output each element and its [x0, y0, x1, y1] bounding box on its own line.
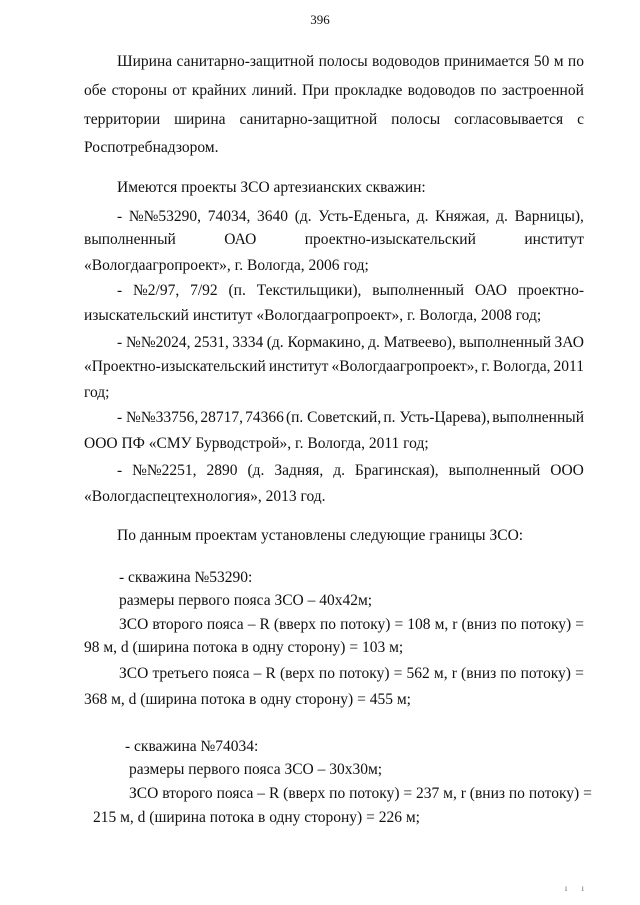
word: д.: [496, 208, 508, 225]
word: д.: [416, 208, 429, 225]
word: 108: [407, 616, 431, 633]
word: полосы: [391, 111, 441, 128]
word: п. Усть-Царева),: [383, 409, 491, 426]
word: -: [117, 208, 123, 225]
word: r: [452, 616, 458, 633]
word: институт: [524, 231, 584, 248]
well-line: [119, 664, 584, 684]
list-item-line: «Вологдаспецтехнология», 2013 год.: [84, 488, 326, 505]
well-line: 98 м, d (ширина потока в одну сторону) = 103 м;: [84, 639, 404, 656]
word: 2890: [206, 462, 238, 479]
word: =: [394, 616, 404, 633]
list-item-line: изыскательский институт «Вологдаагропроект», г. Вологда, 2008 год;: [84, 307, 542, 324]
list-item-line: [117, 207, 584, 227]
word: (вниз: [461, 616, 497, 633]
word: по: [320, 616, 337, 633]
word: Брагинская),: [354, 462, 439, 479]
word: второго: [152, 616, 203, 633]
word: 2531,: [193, 334, 229, 351]
well-heading: - скважина №74034:: [125, 738, 259, 755]
word: №№2251,: [132, 462, 197, 479]
word: д. Матвеево),: [368, 334, 456, 351]
word: обе: [84, 82, 107, 99]
corner-mark: ı ı: [564, 883, 590, 893]
word: -: [117, 462, 123, 479]
word: по: [329, 785, 346, 802]
word: ЗСО: [129, 785, 159, 802]
word: потоку): [520, 665, 571, 682]
word: принимается: [444, 53, 530, 70]
word: R: [268, 785, 280, 802]
word: выполненный: [459, 334, 552, 351]
word: (п. Советский,: [285, 409, 382, 426]
word: пояса: [212, 665, 250, 682]
word: по: [500, 616, 517, 633]
word: по: [480, 82, 497, 99]
well-line: размеры первого пояса ЗСО – 40х42м;: [119, 592, 373, 609]
word: м: [553, 53, 564, 70]
word: Задняя,: [274, 462, 324, 479]
list-item-line: [117, 333, 584, 353]
word: линий.: [251, 82, 297, 99]
word: ООО: [550, 462, 584, 479]
page-number: 396: [310, 12, 330, 27]
word: по: [500, 665, 517, 682]
word: проектно-: [517, 282, 584, 299]
word: =: [575, 616, 584, 633]
list-item-line: «Вологдаагропроект», г. Вологда, 2006 год;: [84, 257, 369, 274]
word: R: [265, 665, 276, 682]
list-item-line: [84, 230, 584, 250]
word: выполненный: [448, 462, 541, 479]
word: 74034,: [207, 208, 251, 225]
word: застроенной: [501, 82, 584, 99]
word: =: [403, 785, 413, 802]
word: прокладке: [334, 82, 403, 99]
paragraph-line: [117, 52, 584, 72]
word: Вологда,: [492, 358, 551, 375]
word: Ширина: [117, 53, 173, 70]
word: второго: [162, 785, 213, 802]
word: д.: [333, 462, 345, 479]
word: –: [253, 665, 262, 682]
word: полосы: [318, 53, 368, 70]
word: м,: [434, 616, 449, 633]
word: «Вологдаагропроект»,: [331, 358, 479, 375]
well-heading: - скважина №53290:: [119, 569, 253, 586]
word: 7/92: [190, 282, 218, 299]
word: =: [583, 785, 592, 802]
word: м,: [433, 665, 448, 682]
word: согласовывается: [454, 111, 564, 128]
word: ЗСО: [119, 616, 149, 633]
word: территории: [84, 111, 161, 128]
word: «Проектно-изыскательский: [84, 358, 266, 375]
word: (вниз: [469, 785, 505, 802]
word: 237: [416, 785, 440, 802]
word: (п.: [228, 282, 246, 299]
word: r: [451, 665, 457, 682]
paragraph-line: [84, 81, 584, 101]
word: - №№2024,: [117, 334, 191, 351]
word: потоку): [339, 665, 390, 682]
list-item-line: [117, 461, 584, 481]
word: (д.: [247, 462, 265, 479]
word: №2/97,: [133, 282, 180, 299]
word: потоку): [520, 616, 572, 633]
word: –: [247, 616, 256, 633]
word: =: [393, 665, 403, 682]
paragraph-line: Роспотребнадзором.: [84, 139, 219, 156]
paragraph-text: Имеются проекты ЗСО артезианских скважин:: [117, 179, 426, 196]
word: ОАО: [224, 231, 257, 248]
list-item-line: [84, 357, 584, 377]
word: (верх: [279, 665, 315, 682]
word: №№53290,: [128, 208, 202, 225]
well-line: [119, 615, 584, 635]
word: –: [257, 785, 266, 802]
word: потоку): [349, 785, 400, 802]
word: Варницы),: [514, 208, 584, 225]
word: =: [575, 665, 584, 682]
word: 3640: [257, 208, 289, 225]
word: (д. Кормакино,: [266, 334, 365, 351]
word: проектно-изыскательский: [304, 231, 476, 248]
word: R: [259, 616, 270, 633]
word: водоводов: [372, 53, 440, 70]
word: г.: [481, 358, 490, 375]
paragraph-text: По данным проектам установлены следующие границы ЗСО:: [117, 527, 524, 544]
word: пояса: [206, 616, 244, 633]
well-line: 368 м, d (ширина потока в одну сторону) = 455 м;: [84, 691, 411, 708]
word: (вверх: [273, 616, 316, 633]
word: м,: [443, 785, 457, 802]
word: с: [577, 111, 584, 128]
word: 50: [533, 53, 550, 70]
word: -: [117, 282, 123, 299]
word: санитарно-защитной: [239, 111, 378, 128]
word: 74366: [245, 409, 284, 426]
word: водоводов: [407, 82, 476, 99]
word: ОАО: [474, 282, 507, 299]
well-line: [129, 784, 592, 804]
word: r: [460, 785, 466, 802]
list-item-line: [117, 408, 584, 428]
word: Княжая,: [435, 208, 490, 225]
word: При: [301, 82, 330, 99]
word: ЗАО: [554, 334, 584, 351]
word: выполненный: [372, 282, 465, 299]
word: по: [508, 785, 525, 802]
word: потоку): [528, 785, 580, 802]
word: 3334: [232, 334, 264, 351]
word: Усть-Еденьга,: [318, 208, 411, 225]
word: (вверх: [283, 785, 326, 802]
well-line: размеры первого пояса ЗСО – 30х30м;: [129, 761, 383, 778]
word: по: [567, 53, 584, 70]
word: - №№33756,: [117, 409, 199, 426]
word: 28717,: [200, 409, 243, 426]
word: выполненный: [492, 409, 584, 426]
word: от: [172, 82, 187, 99]
word: (д.: [294, 208, 312, 225]
list-item-line: год;: [84, 384, 110, 401]
word: санитарно-защитной: [176, 53, 315, 70]
word: по: [318, 665, 335, 682]
word: ЗСО: [119, 665, 149, 682]
word: Текстильщики),: [256, 282, 362, 299]
word: 562: [406, 665, 430, 682]
word: ширина: [174, 111, 226, 128]
word: стороны: [111, 82, 167, 99]
word: 2011: [553, 358, 584, 375]
word: институт: [268, 358, 329, 375]
list-item-line: ООО ПФ «СМУ Бурводстрой», г. Вологда, 2011 год;: [84, 435, 429, 452]
word: третьего: [152, 665, 209, 682]
word: потоку): [340, 616, 391, 633]
well-line: 215 м, d (ширина потока в одну сторону) = 226 м;: [93, 809, 420, 826]
list-item-line: [117, 281, 584, 301]
word: крайних: [191, 82, 247, 99]
word: пояса: [216, 785, 254, 802]
word: (вниз: [461, 665, 497, 682]
paragraph-line: [84, 110, 584, 130]
word: выполненный: [84, 231, 176, 248]
